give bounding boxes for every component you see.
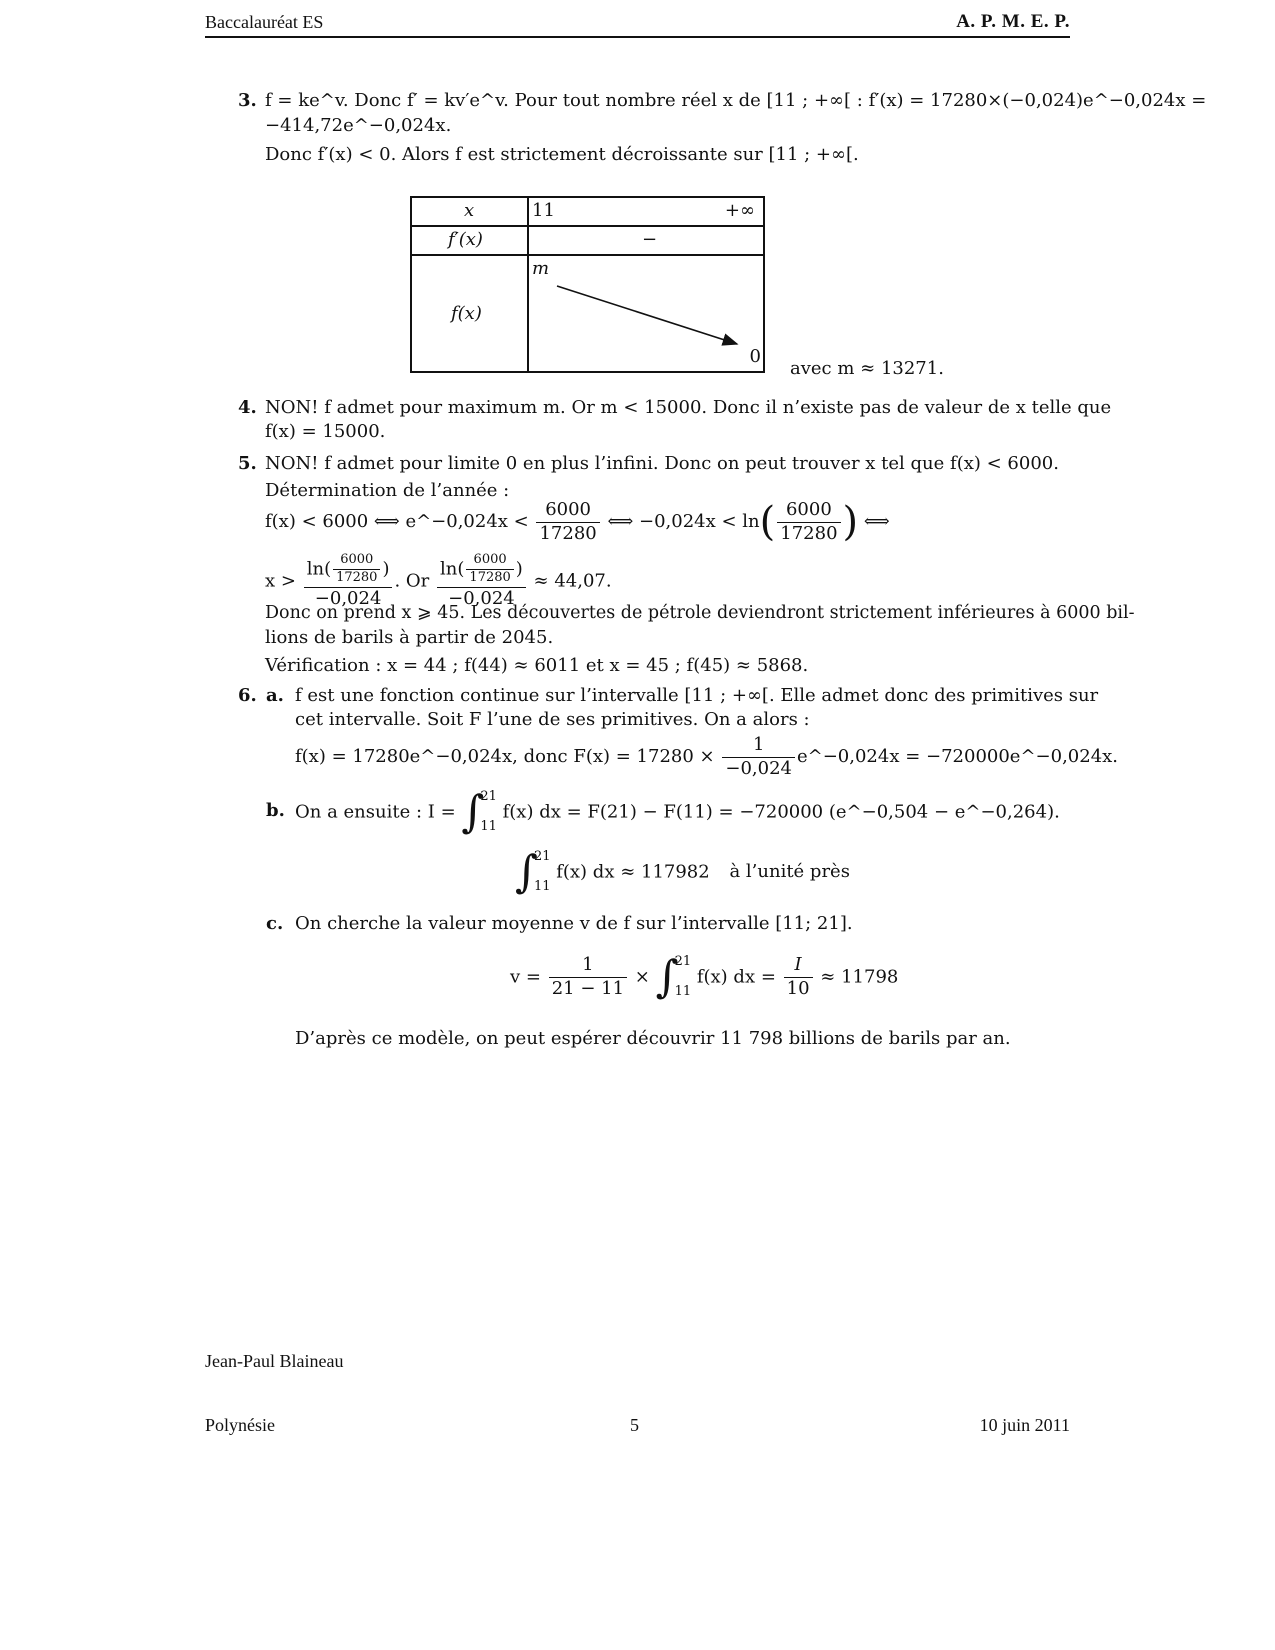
eq2-ln: ln: [306, 558, 325, 580]
q6a-eq-right: e^−0,024x = −720000e^−0,024x.: [796, 746, 1119, 768]
eq2-den2: −0,024: [448, 587, 515, 609]
q6a-frac-den: −0,024: [725, 757, 792, 779]
eq2-or: . Or: [394, 570, 430, 592]
eq2-left: x >: [265, 570, 296, 592]
footer-right: 10 juin 2011: [979, 1415, 1070, 1435]
eq2-small-num: 6000: [333, 553, 380, 570]
int-lower: 11: [674, 984, 692, 1000]
integral-sign: ∫: [515, 846, 538, 898]
q6b-equation: [295, 786, 1060, 838]
q3-line2: −414,72e^−0,024x.: [265, 115, 452, 136]
q4-line1: NON! f admet pour maximum m. Or m < 15000. Donc il n’existe pas de valeur de x telle que: [265, 397, 1112, 418]
q6b-eq: f(x) dx = F(21) − F(11) = −720000 (e^−0,504 − e^−0,264).: [502, 801, 1060, 823]
eq1-frac-num: 6000: [536, 500, 599, 523]
eq2-small2-num: 6000: [466, 553, 513, 570]
q5-line1: NON! f admet pour limite 0 en plus l’infini. Donc on peut trouver x tel que f(x) < 6000.: [265, 453, 1059, 474]
table-sign: −: [642, 229, 658, 250]
q5-equation1: f(x) < 6000 ⟺ e^−0,024x < $\frac{6000}{17280}$ ⟺ −0,024x < ln( $\frac{6000}{17280}$ ) ⟺: [265, 499, 890, 546]
table-fx-limit: 0: [749, 346, 761, 367]
q6b-label: b.: [266, 800, 285, 821]
integral-sign: ∫: [655, 951, 679, 1003]
eq2-small2-den: 17280: [469, 569, 511, 585]
eq2-den: −0,024: [314, 587, 382, 609]
q6b-eq2: f(x) dx ≈ 117982: [556, 861, 710, 883]
q3-number: 3.: [238, 90, 257, 111]
q6c-eq-mid: f(x) dx =: [696, 966, 776, 988]
eq1-mid: ⟺ −0,024x < ln: [607, 511, 760, 533]
int-upper: 21: [674, 954, 692, 969]
q4-line2: f(x) = 15000.: [265, 421, 386, 442]
q6a-label: a.: [266, 685, 284, 706]
q5-line2: Détermination de l’année :: [265, 480, 510, 501]
table-fx-max: m: [532, 258, 550, 279]
q6a-eq-left: f(x) = 17280e^−0,024x, donc F(x) = 17280 ×: [295, 746, 715, 768]
q6b-unit: à l’unité près: [729, 861, 850, 883]
int-upper: 21: [480, 789, 497, 804]
q6-number: 6.: [238, 685, 257, 706]
q6c-frac2-num: I: [784, 955, 813, 978]
q4-number: 4.: [238, 397, 257, 418]
eq1-left: f(x) < 6000 ⟺ e^−0,024x <: [265, 511, 529, 533]
q6c-eq-end: ≈ 11798: [820, 966, 899, 988]
page-number: 5: [630, 1415, 639, 1435]
q6a-line2: cet intervalle. Soit F l’une de ses primitives. On a alors :: [295, 709, 810, 730]
table-x-start: 11: [532, 200, 555, 221]
q5-line5: Donc on prend x ⩾ 45. Les découvertes de pétrole deviendront strictement inférieures à 6000 bil-: [265, 603, 1135, 623]
q5-line6: lions de barils à partir de 2045.: [265, 627, 554, 648]
q6c-times: ×: [634, 966, 650, 988]
q6c-label: c.: [266, 913, 284, 934]
table-fx-label: f(x): [451, 303, 482, 324]
header-left: Baccalauréat ES: [205, 12, 324, 32]
q6a-frac-num: 1: [722, 735, 795, 758]
q5-equation2: x > ln( $\frac{6000}{17280}$ ) −0,024 . Or ln( $\frac{6000}{17280}$ ) −0,024 ≈ 44,07.: [265, 552, 612, 609]
int-lower: 11: [533, 879, 551, 895]
integral-sign: ∫: [461, 786, 485, 838]
q6b-equation2: [515, 846, 850, 898]
q5-line7: Vérification : x = 44 ; f(44) ≈ 6011 et x = 45 ; f(45) ≈ 5868.: [265, 655, 809, 676]
author: Jean-Paul Blaineau: [205, 1351, 344, 1371]
table-x-end: +∞: [724, 200, 755, 221]
eq1-frac-den: 17280: [539, 522, 597, 544]
q6c-frac-den: 21 − 11: [551, 977, 625, 999]
eq2-result: ≈ 44,07.: [533, 570, 612, 592]
eq1-end: ⟺: [863, 511, 890, 533]
table-x-label: x: [464, 200, 475, 221]
table-fprime-label: f′(x): [448, 229, 483, 250]
footer-left: Polynésie: [205, 1415, 275, 1435]
header-rule: [205, 36, 1070, 38]
eq1-frac2-num: 6000: [777, 500, 840, 523]
q6a-line1: f est une fonction continue sur l’intervalle [11 ; +∞[. Elle admet donc des primitives sur: [295, 685, 1099, 706]
q6c-equation: [510, 951, 899, 1003]
q6c-eq-left: v =: [510, 966, 541, 988]
q3-line1: f = ke^v. Donc f′ = kv′e^v. Pour tout nombre réel x de [11 ; +∞[ : f′(x) = 17280×(−0,024)e^−0,024x =: [265, 90, 1207, 111]
q6c-frac2-den: 10: [786, 977, 810, 999]
eq2-ln2: ln: [440, 558, 458, 580]
decreasing-arrow: [412, 198, 767, 375]
q6c-frac-num: 1: [549, 955, 627, 978]
int-lower: 11: [480, 819, 497, 835]
q5-number: 5.: [238, 453, 257, 474]
q6b-line: On a ensuite : I =: [295, 801, 456, 823]
header-right: A. P. M. E. P.: [956, 11, 1070, 32]
q6a-equation: [295, 735, 1118, 779]
eq1-frac2-den: 17280: [780, 522, 838, 544]
q6-conclusion: D’après ce modèle, on peut espérer découvrir 11 798 billions de barils par an.: [295, 1028, 1011, 1049]
q6c-line: On cherche la valeur moyenne v de f sur l’intervalle [11; 21].: [295, 913, 853, 934]
table-note: avec m ≈ 13271.: [790, 358, 944, 379]
eq2-small-den: 17280: [336, 569, 378, 585]
int-upper: 21: [533, 849, 551, 864]
q3-line3: Donc f′(x) < 0. Alors f est strictement décroissante sur [11 ; +∞[.: [265, 144, 859, 165]
variation-table: [410, 196, 765, 373]
